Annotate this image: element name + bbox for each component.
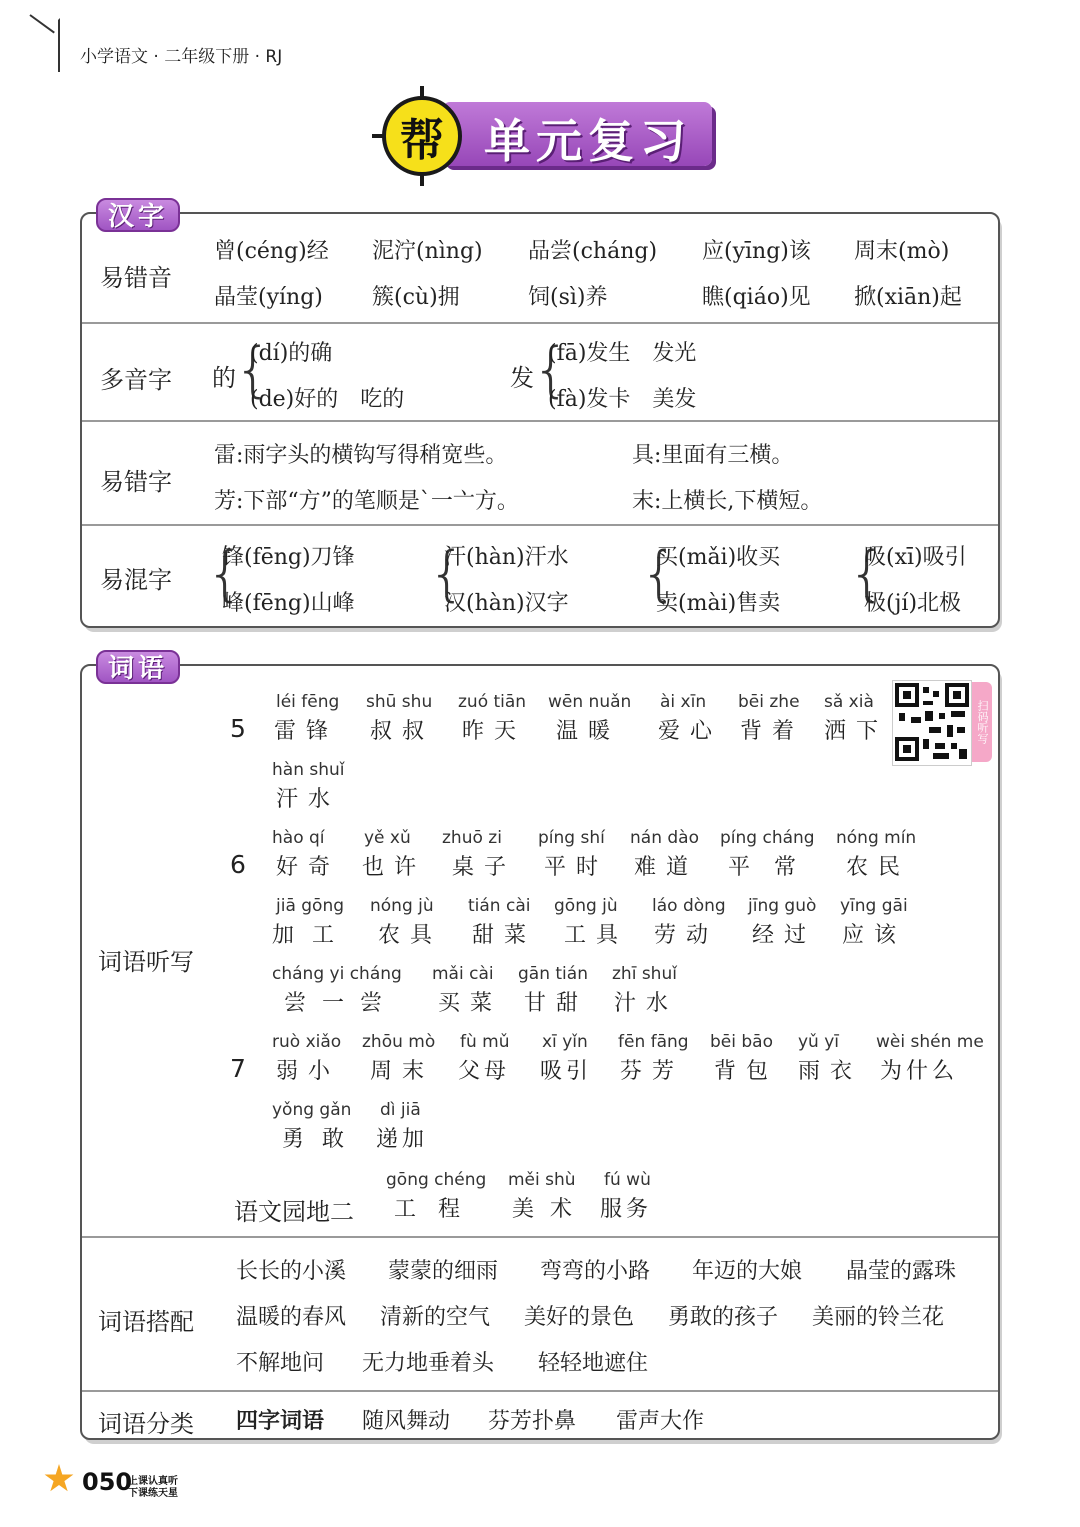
- pinyin: píng cháng: [720, 828, 815, 848]
- book-title: 小学语文 · 二年级下册 · RJ: [80, 47, 283, 67]
- duoyinzi-line: (de)好的 吃的: [250, 387, 405, 412]
- dapei-phrase: 不解地问: [236, 1351, 325, 1376]
- page-corner-decoration: [28, 18, 60, 72]
- vocab-word: 叔叔: [370, 719, 435, 744]
- dapei-phrase: 美丽的铃兰花: [812, 1305, 945, 1330]
- vocab-word: 农民: [846, 855, 911, 880]
- pinyin: hàn shuǐ: [272, 760, 345, 780]
- vocab-word: 洒下: [824, 719, 889, 744]
- vocab-word: 递加: [376, 1127, 429, 1152]
- brace-icon: {: [848, 539, 887, 609]
- section-divider: [82, 524, 998, 526]
- dapei-phrase: 蒙蒙的细雨: [388, 1259, 499, 1284]
- pinyin: gān tián: [518, 964, 588, 984]
- yicuoyin-item: 晶莹(yíng): [214, 285, 323, 310]
- yicuozi-note: 末:上横长,下横短。: [632, 489, 823, 514]
- fenlei-item: 芬芳扑鼻: [488, 1409, 577, 1434]
- duoyinzi-char: 发: [510, 364, 534, 392]
- pinyin: jiā gōng: [276, 896, 345, 916]
- ciyu-tag: 词语: [96, 650, 180, 684]
- vocab-word: 平常: [728, 855, 821, 880]
- yicuoyin-item: 周末(mò): [854, 239, 950, 264]
- pinyin: mǎi cài: [432, 964, 494, 984]
- banner-badge-char: 帮: [400, 115, 444, 166]
- dapei-phrase: 勇敢的孩子: [668, 1305, 779, 1330]
- vocab-word: 汗水: [276, 787, 341, 812]
- vocab-word: 经过: [752, 923, 817, 948]
- pinyin: láo dòng: [652, 896, 726, 916]
- vocab-word: 平时: [544, 855, 609, 880]
- dapei-phrase: 美好的景色: [524, 1305, 635, 1330]
- pinyin: ài xīn: [660, 692, 707, 712]
- pinyin: yǔ yī: [798, 1032, 840, 1052]
- dapei-phrase: 弯弯的小路: [540, 1259, 651, 1284]
- section-divider: [82, 1236, 998, 1238]
- pinyin: bēi zhe: [738, 692, 800, 712]
- yicuozi-note: 雷:雨字头的横钩写得稍宽些。: [214, 443, 508, 468]
- fenlei-item: 随风舞动: [362, 1409, 451, 1434]
- vocab-word: 劳动: [654, 923, 719, 948]
- yihunzi-item: 买(mǎi)收买: [656, 545, 781, 570]
- yihunzi-item: 汉(hàn)汉字: [444, 591, 569, 616]
- vocab-word: 农具: [378, 923, 443, 948]
- yihunzi-item: 汗(hàn)汗水: [444, 545, 569, 570]
- pinyin: měi shù: [508, 1170, 576, 1190]
- vocab-word: 背包: [714, 1059, 779, 1084]
- vocab-word: 雷锋: [274, 719, 339, 744]
- brace-icon: {: [234, 335, 273, 405]
- yihunzi-item: 卖(mài)售卖: [656, 591, 781, 616]
- vocab-word: 应该: [842, 923, 907, 948]
- vocab-word: 芬芳: [620, 1059, 685, 1084]
- vocab-word: 温暖: [556, 719, 621, 744]
- brace-icon: {: [206, 539, 245, 609]
- vocab-word: 也许: [362, 855, 427, 880]
- pinyin: gōng chéng: [386, 1170, 487, 1190]
- dapei-label: 词语搭配: [98, 1308, 194, 1336]
- pinyin: hào qí: [272, 828, 325, 848]
- yihunzi-item: 锋(fēng)刀锋: [222, 545, 355, 570]
- pinyin: fú wù: [604, 1170, 651, 1190]
- vocab-word: 汁水: [614, 991, 679, 1016]
- vocab-word: 雨衣: [798, 1059, 863, 1084]
- vocab-word: 父母: [458, 1059, 511, 1084]
- yicuozi-note: 具:里面有三横。: [632, 443, 794, 468]
- vocab-word: 弱小: [276, 1059, 341, 1084]
- dapei-phrase: 晶莹的露珠: [846, 1259, 957, 1284]
- vocab-word: 工具: [564, 923, 629, 948]
- fenlei-item: 雷声大作: [616, 1409, 705, 1434]
- yicuozi-note: 芳:下部“方”的笔顺是`一亠方。: [214, 489, 519, 514]
- vocab-word: 加工: [272, 923, 353, 948]
- dapei-phrase: 温暖的春风: [236, 1305, 347, 1330]
- pinyin: yě xǔ: [364, 828, 411, 848]
- dapei-phrase: 年迈的大娘: [692, 1259, 803, 1284]
- pinyin: yīng gāi: [840, 896, 908, 916]
- pinyin: zhuō zi: [442, 828, 502, 848]
- vocab-word: 买菜: [438, 991, 503, 1016]
- tingxie-label: 词语听写: [98, 948, 194, 976]
- banner-badge: [382, 96, 462, 176]
- yicuoyin-item: 泥泞(nìng): [372, 239, 483, 264]
- vocab-word: 桌子: [452, 855, 517, 880]
- page-number: 050: [82, 1468, 133, 1496]
- pinyin: xī yǐn: [542, 1032, 588, 1052]
- dapei-phrase: 轻轻地遮住: [538, 1351, 649, 1376]
- fenlei-type: 四字词语: [236, 1408, 325, 1434]
- duoyinzi-line: (dí)的确: [250, 341, 333, 366]
- vocab-word: 昨天: [462, 719, 527, 744]
- vocab-word: 服务: [600, 1197, 653, 1222]
- brace-icon: {: [428, 539, 467, 609]
- yihunzi-item: 吸(xī)吸引: [864, 545, 967, 570]
- dapei-phrase: 清新的空气: [380, 1305, 491, 1330]
- pinyin: ruò xiǎo: [272, 1032, 342, 1052]
- pinyin: fù mǔ: [460, 1032, 510, 1052]
- pinyin: wēn nuǎn: [548, 692, 632, 712]
- yicuoyin-item: 簇(cù)拥: [372, 285, 460, 310]
- dapei-phrase: 长长的小溪: [236, 1259, 347, 1284]
- banner-title: 单元复习: [484, 114, 692, 168]
- pinyin: wèi shén me: [876, 1032, 984, 1052]
- duoyinzi-label: 多音字: [100, 366, 172, 394]
- pinyin: zhōu mò: [362, 1032, 436, 1052]
- vocab-word: 背着: [740, 719, 805, 744]
- pinyin: yǒng gǎn: [272, 1100, 352, 1120]
- footer-slogan: 上课认真听: [128, 1476, 178, 1487]
- vocab-word: 甜菜: [472, 923, 537, 948]
- vocab-word: 难道: [634, 855, 699, 880]
- yicuoyin-item: 饲(sì)养: [528, 285, 608, 310]
- yicuoyin-item: 品尝(cháng): [528, 239, 658, 264]
- section-divider: [82, 322, 998, 324]
- yicuoyin-item: 瞧(qiáo)见: [702, 285, 811, 310]
- brace-icon: {: [532, 335, 571, 405]
- pinyin: léi fēng: [276, 692, 340, 712]
- yihunzi-label: 易混字: [100, 566, 172, 594]
- footer-slogan: 下课练天星: [128, 1488, 178, 1499]
- yicuoyin-label: 易错音: [100, 264, 172, 292]
- qr-side-label: 扫码听写: [972, 682, 992, 762]
- yicuozi-label: 易错字: [100, 468, 172, 496]
- pinyin: bēi bāo: [710, 1032, 773, 1052]
- duoyinzi-line: (fà)发卡 美发: [548, 387, 697, 412]
- brace-icon: {: [640, 539, 679, 609]
- pinyin: nóng mín: [836, 828, 917, 848]
- yicuoyin-item: 掀(xiān)起: [854, 285, 962, 310]
- vocab-word: 周末: [370, 1059, 435, 1084]
- vocab-word: 工程: [394, 1197, 483, 1222]
- pinyin: píng shí: [538, 828, 605, 848]
- star-mascot-icon: [44, 1464, 74, 1494]
- fenlei-label: 词语分类: [98, 1410, 194, 1438]
- vocab-word: 爱心: [658, 719, 723, 744]
- yuanwen-label: 语文园地二: [234, 1198, 354, 1226]
- dapei-phrase: 无力地垂着头: [362, 1351, 495, 1376]
- qr-code-icon[interactable]: [892, 680, 972, 766]
- yihunzi-item: 峰(fēng)山峰: [222, 591, 355, 616]
- unit-number: 7: [230, 1054, 246, 1083]
- vocab-word: 尝一尝: [284, 991, 399, 1016]
- vocab-word: 好奇: [276, 855, 341, 880]
- vocab-word: 吸引: [540, 1059, 593, 1084]
- yicuoyin-item: 应(yīng)该: [702, 239, 811, 264]
- vocab-word: 勇敢: [282, 1127, 363, 1152]
- pinyin: shū shu: [366, 692, 433, 712]
- yihunzi-item: 极(jí)北极: [864, 591, 962, 616]
- pinyin: gōng jù: [554, 896, 618, 916]
- hanzi-tag: 汉字: [96, 198, 180, 232]
- pinyin: sǎ xià: [824, 692, 874, 712]
- vocab-word: 甘甜: [524, 991, 589, 1016]
- section-divider: [82, 420, 998, 422]
- duoyinzi-char: 的: [212, 364, 236, 392]
- section-divider: [82, 1390, 998, 1392]
- pinyin: nóng jù: [370, 896, 434, 916]
- vocab-word: 美术: [512, 1197, 589, 1222]
- pinyin: nán dào: [630, 828, 699, 848]
- pinyin: fēn fāng: [618, 1032, 689, 1052]
- pinyin: jīng guò: [748, 896, 817, 916]
- pinyin: zhī shuǐ: [612, 964, 677, 984]
- yicuoyin-item: 曾(céng)经: [214, 239, 329, 264]
- vocab-word: 为什么: [880, 1059, 959, 1084]
- pinyin: cháng yi cháng: [272, 964, 402, 984]
- pinyin: dì jiā: [380, 1100, 421, 1120]
- pinyin: tián cài: [468, 896, 531, 916]
- unit-number: 5: [230, 714, 246, 743]
- unit-number: 6: [230, 850, 246, 879]
- pinyin: zuó tiān: [458, 692, 527, 712]
- duoyinzi-line: (fā)发生 发光: [548, 341, 697, 366]
